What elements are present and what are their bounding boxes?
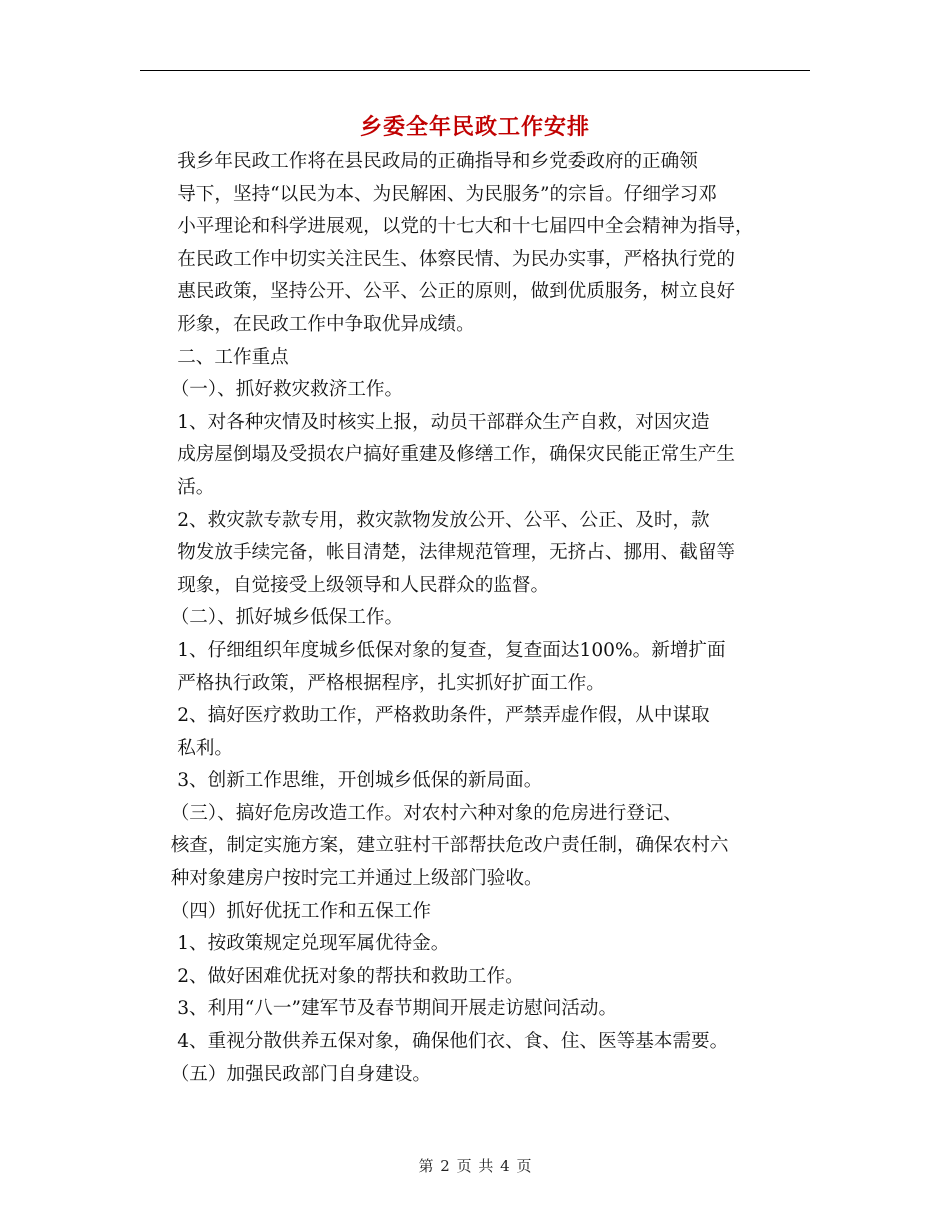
paragraph xyxy=(140,1026,812,1059)
paragraph xyxy=(140,896,812,929)
text-line: 4、重视分散供养五保对象，确保他们衣、食、住、医等基本需要。 xyxy=(177,1031,729,1053)
page-footer: 第 2 页 共 4 页 xyxy=(418,1157,532,1175)
text-line: 惠民政策，坚持公开、公平、公正的原则，做到优质服务，树立良好 xyxy=(177,281,736,303)
paragraph xyxy=(140,765,812,798)
paragraph xyxy=(140,342,812,375)
paragraph xyxy=(140,928,812,961)
text-line: 1、对各种灾情及时核实上报，动员干部群众生产自救，对因灾造 xyxy=(177,411,710,433)
text-line: 核查，制定实施方案，建立驻村干部帮扶危改户责任制，确保农村六 xyxy=(170,835,729,857)
text-line: 小平理论和科学进展观，以党的十七大和十七届四中全会精神为指导， xyxy=(177,216,754,238)
paragraph xyxy=(140,993,812,1026)
text-line: 2、搞好医疗救助工作，严格救助条件，严禁弄虚作假，从中谋取 xyxy=(177,705,710,727)
text-line: 1、按政策规定兑现军属优待金。 xyxy=(177,933,450,955)
document-body xyxy=(140,146,812,1091)
text-line: 3、利用“八一”建军节及春节期间开展走访慰问活动。 xyxy=(177,998,618,1020)
paragraph xyxy=(140,1059,812,1092)
text-line: 现象，自觉接受上级领导和人民群众的监督。 xyxy=(177,574,550,596)
document-title: 乡委全年民政工作安排 xyxy=(359,114,590,140)
text-line: 我乡年民政工作将在县民政局的正确指导和乡党委政府的正确领 xyxy=(177,151,698,172)
text-line: 严格执行政策，严格根据程序，扎实抓好扩面工作。 xyxy=(177,672,605,694)
text-line: 种对象建房户按时完工并通过上级部门验收。 xyxy=(170,868,543,890)
text-line: （三）、搞好危房改造工作。对农村六种对象的危房进行登记、 xyxy=(170,802,683,824)
text-line: 形象，在民政工作中争取优异成绩。 xyxy=(177,313,475,335)
text-line: 2、做好困难优抚对象的帮扶和救助工作。 xyxy=(177,965,524,987)
paragraph xyxy=(140,635,812,700)
text-line: （四）抓好优抚工作和五保工作 xyxy=(170,900,432,922)
paragraph xyxy=(140,374,812,407)
text-line: 物发放手续完备，帐目清楚，法律规范管理，无挤占、挪用、截留等 xyxy=(177,542,736,564)
text-line: 导下，坚持“以民为本、为民解困、为民服务”的宗旨。仔细学习邓 xyxy=(177,183,717,205)
text-line: （一）、抓好救灾救济工作。 xyxy=(170,379,404,401)
text-line: （五）加强民政部门自身建设。 xyxy=(170,1063,432,1085)
paragraph xyxy=(140,505,812,603)
text-line: 二、工作重点 xyxy=(177,346,289,368)
text-line: 在民政工作中切实关注民生、体察民情、为民办实事，严格执行党的 xyxy=(177,248,736,270)
header-rule xyxy=(140,70,810,71)
text-line: 活。 xyxy=(177,476,215,498)
text-line: 成房屋倒塌及受损农户搞好重建及修缮工作，确保灾民能正常生产生 xyxy=(177,444,736,466)
text-line: 3、创新工作思维，开创城乡低保的新局面。 xyxy=(177,770,543,792)
paragraph xyxy=(140,146,812,342)
text-line: 1、仔细组织年度城乡低保对象的复查，复查面达100%。新增扩面 xyxy=(177,639,726,661)
text-line: 2、救灾款专款专用，救灾款物发放公开、公平、公正、及时，款 xyxy=(177,509,710,531)
paragraph xyxy=(140,407,812,505)
paragraph xyxy=(140,961,812,994)
text-line: 私利。 xyxy=(177,737,233,759)
paragraph xyxy=(140,602,812,635)
text-line: （二）、抓好城乡低保工作。 xyxy=(170,607,404,629)
paragraph xyxy=(140,798,812,896)
paragraph xyxy=(140,700,812,765)
